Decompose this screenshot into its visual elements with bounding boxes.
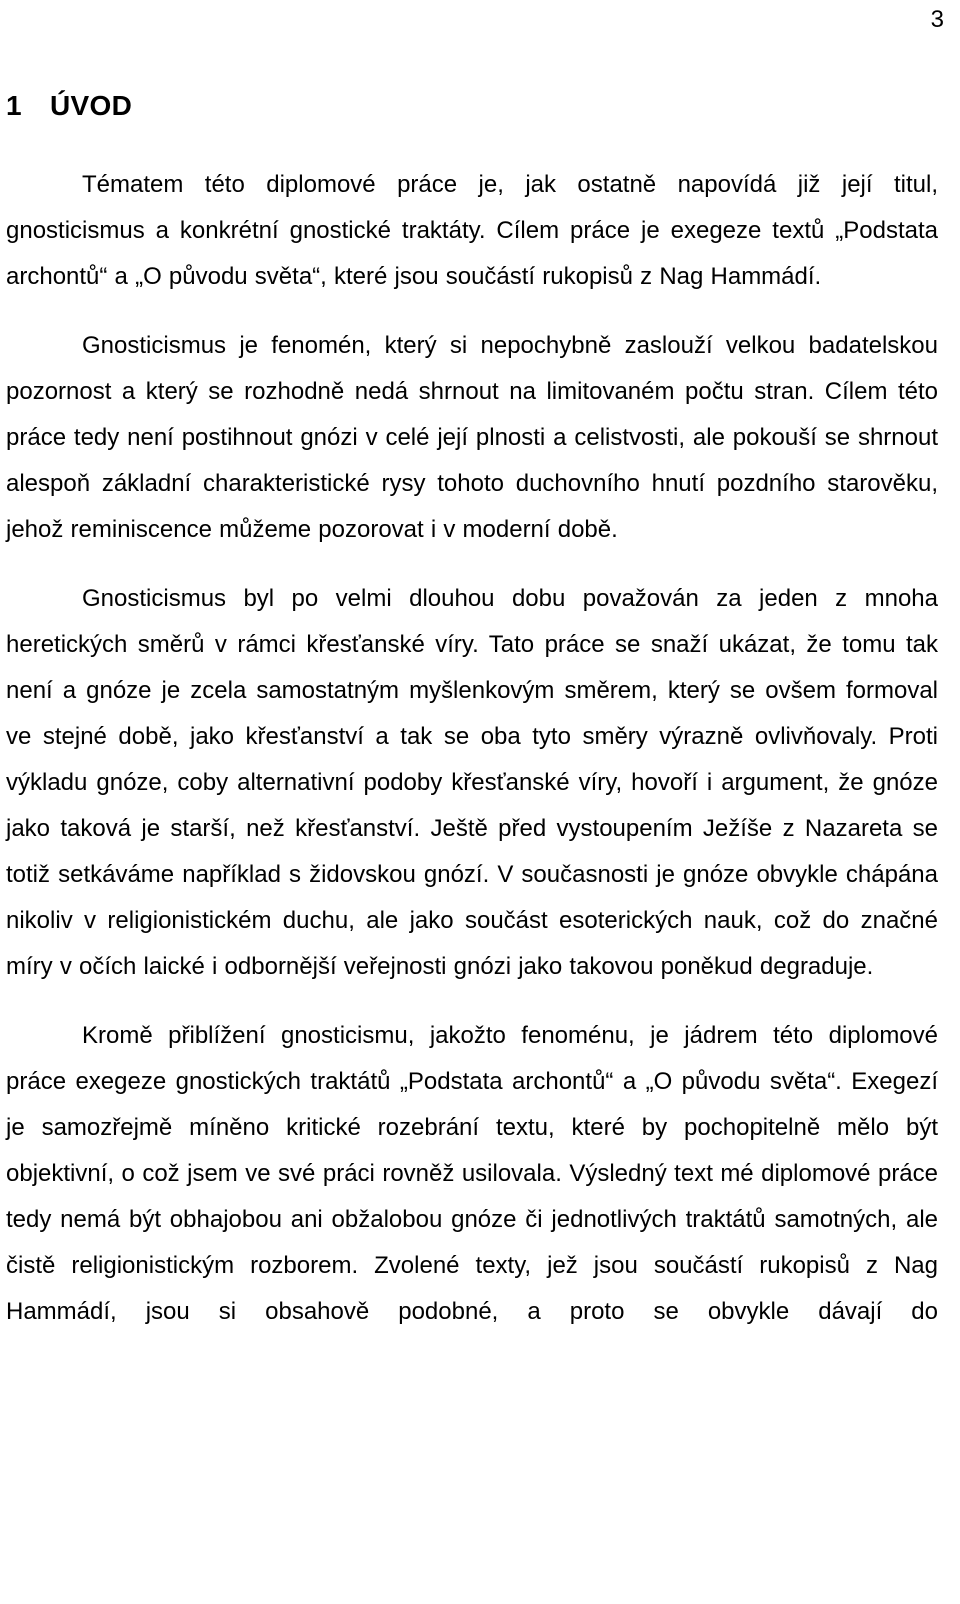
chapter-number: 1	[6, 90, 22, 121]
page-number: 3	[930, 6, 944, 33]
paragraph-intro: Tématem této diplomové práce je, jak ostatně napovídá již její titul, gnosticismus a konkrétní gnostické traktáty. Cílem práce je exegeze textů „Podstata archontů“ a „O původu světa“, které jsou součástí rukopisů z Nag Hammádí.	[6, 171, 938, 290]
paragraph-gnosticism-scope: Gnosticismus je fenomén, který si nepochybně zaslouží velkou badatelskou pozornost a který se rozhodně nedá shrnout na limitovaném počtu stran. Cílem této práce tedy není postihnout gnózi v celé její plnosti a celistvosti, ale pokouší se shrnout alespoň základní charakteristické rysy tohoto duchovního hnutí pozdního starověku, jehož reminiscence můžeme pozorovat i v moderní době.	[6, 332, 938, 543]
paragraph-exegesis: Kromě přiblížení gnosticismu, jakožto fenoménu, je jádrem této diplomové práce exegeze gnostických traktátů „Podstata archontů“ a „O původu světa“. Exegezí je samozřejmě míněno kritické rozebrání textu, které by pochopitelně mělo být objektivní, o což jsem ve své práci rovněž usilovala. Výsledný text mé diplomové práce tedy nemá být obhajobou ani obžalobou gnóze či jednotlivých traktátů samotných, ale čistě religionistickým rozborem. Zvolené texty, jež jsou součástí rukopisů z Nag Hammádí, jsou si obsahově podobné, a proto se obvykle dávají do	[6, 1022, 938, 1325]
body-text	[6, 162, 938, 1335]
chapter-title: ÚVOD	[50, 90, 133, 121]
chapter-heading	[6, 88, 132, 124]
paragraph-gnosticism-heresy: Gnosticismus byl po velmi dlouhou dobu považován za jeden z mnoha heretických směrů v rámci křesťanské víry. Tato práce se snaží ukázat, že tomu tak není a gnóze je zcela samostatným myšlenkovým směrem, který se ovšem formoval ve stejné době, jako křesťanství a tak se oba tyto směry výrazně ovlivňovaly. Proti výkladu gnóze, coby alternativní podoby křesťanské víry, hovoří i argument, že gnóze jako taková je starší, než křesťanství. Ještě před vystoupením Ježíše z Nazareta se totiž setkáváme například s židovskou gnózí. V současnosti je gnóze obvykle chápána nikoliv v religionistickém duchu, ale jako součást esoterických nauk, což do značné míry v očích laické i odbornější veřejnosti gnózi jako takovou poněkud degraduje.	[6, 585, 938, 980]
